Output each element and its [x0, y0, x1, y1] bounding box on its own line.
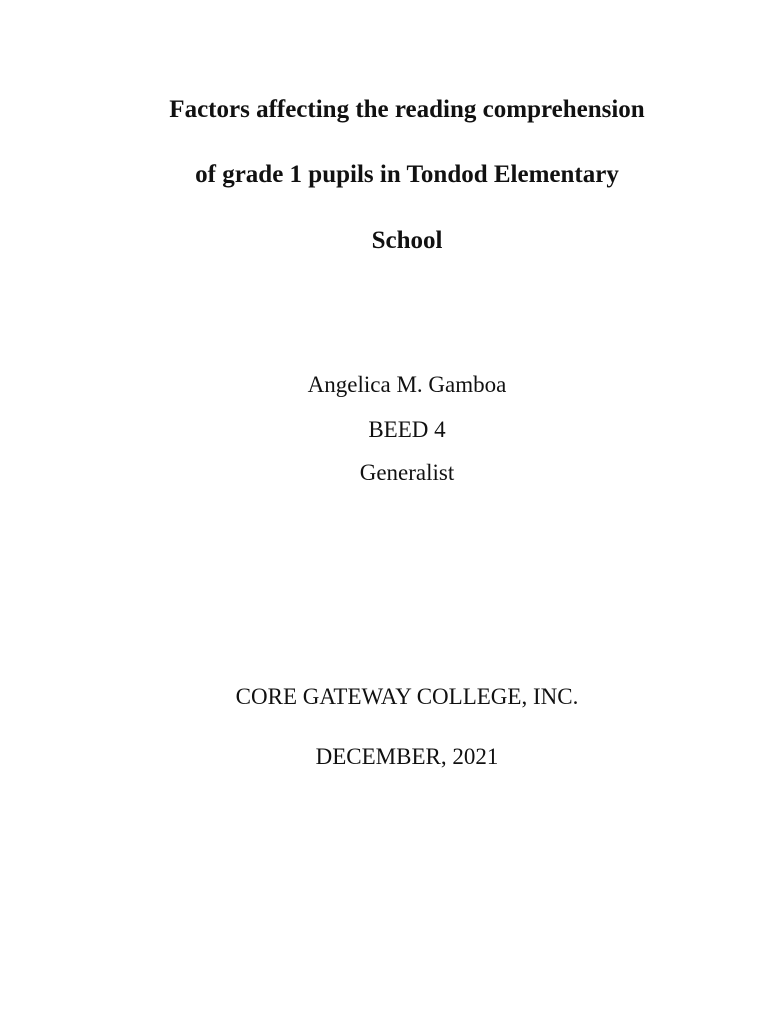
- author-specialization: Generalist: [359, 460, 455, 485]
- author-name: Angelica M. Gamboa: [307, 372, 507, 397]
- author-program: BEED 4: [368, 417, 446, 442]
- title-line-1: Factors affecting the reading comprehension: [169, 96, 645, 123]
- institution-name: CORE GATEWAY COLLEGE, INC.: [235, 684, 579, 709]
- submission-date: DECEMBER, 2021: [315, 744, 499, 769]
- title-line-3: School: [371, 227, 443, 254]
- title-line-2: of grade 1 pupils in Tondod Elementary: [195, 161, 619, 188]
